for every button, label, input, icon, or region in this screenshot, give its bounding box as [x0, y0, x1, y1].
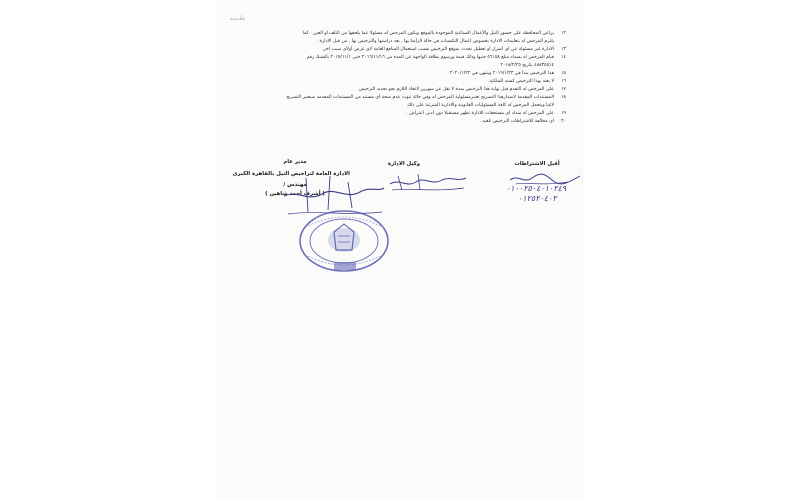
clause-row: [232, 78, 566, 85]
clause-number: ٢٠: [561, 118, 566, 124]
clause-text: على المرخص له التقدم قبل نهاية هذا الترخيص بمدة لا تقل عن شهرين لاتخاذ اللازم نحو تجديد الترخيص: [358, 86, 554, 92]
clause-row: [232, 102, 566, 109]
clause-number: ١٣: [561, 46, 566, 52]
clause-number: ١٨: [561, 94, 566, 100]
clause-number: ١٦: [561, 78, 566, 84]
document-page: [218, 0, 582, 500]
clause-number: ١٥: [561, 70, 566, 76]
clause-text: يلتزم المرخص له بتعليمات الادارة بخصوص أعمال التكسيات في حالة الزامنا بها , بعد دراستها والترخيص بها , من قبل الادارة .: [316, 38, 554, 44]
clause-text: أي مخالفة للاشتراطات الترخيص تلغيه .: [479, 118, 554, 124]
clause-text: المستندات المقدمة لاصدارهذا التصريح تعتبرمسئولية المرخص له وفي حالة ثبوت عدم صحة أي مستند من المستندات المقدمة سيعتبر التصريح: [286, 94, 554, 100]
clause-row: [232, 94, 566, 101]
director-title: مدير عام: [283, 159, 307, 165]
clause-row: [232, 110, 566, 117]
deputy-handwritten-signature: [388, 170, 468, 196]
clause-row: [232, 46, 566, 53]
clause-number: ١٩: [561, 110, 566, 116]
clause-row: [232, 62, 566, 69]
clause-text: يراعي المحافظة على جسور النيل والأعمال الصناعية الموجودة بالموقع ويكون المرخص له مسئولا عما يلحقها من التلف أو العين . كما: [302, 31, 554, 36]
acceptance-phone-number: ٠١٠٠٢٥٠٤٠١٠٢٤٩: [506, 184, 567, 193]
clause-row: [232, 38, 566, 45]
clause-text: هذا الترخيص يبدأ في ٢٠١٩/١/٢٣ وينتهي في ٢٠٢٠/١/٢٢: [449, 70, 554, 76]
acceptance-signature-block: [502, 160, 572, 169]
clause-row: [232, 30, 566, 37]
director-name: ( أشرف أحمد شاهين ): [265, 191, 325, 197]
clauses-list: [232, 30, 566, 126]
acceptance-title: أقبل الاشتراطات: [514, 161, 560, 167]
clause-number: ١٤: [561, 54, 566, 60]
clause-text: لا يعتد بهذا الترخيص كسند للملكية.: [488, 78, 554, 84]
clause-row: [232, 54, 566, 61]
clause-text: الادارة غير مسئولة عن أي أضرار او تعطيل تحدث بموقع الترخيص بسبب استعمال المنافع العامة لاى غرض أولأي سبب اخر.: [321, 46, 554, 52]
clause-number: ١٢: [561, 31, 566, 36]
corner-note: ﻂﺒﺳ: [230, 14, 245, 22]
clause-row: [232, 70, 566, 77]
clause-text: على المرخص له سداد أي مستحقات للادارة تظهر مستقبلا دون أدنى اعتراض .: [406, 110, 554, 116]
director-org: الادارة العامة لتراخيص النيل بالقاهرة الكبرى: [232, 171, 350, 177]
clause-row: [232, 118, 566, 125]
director-role: مهندس /: [283, 182, 307, 188]
clause-text: ٤٨٨٣٥٥١٤ بتاريخ ٢٠١٨/٢/٢٥: [500, 62, 554, 68]
deputy-signature-block: [344, 160, 464, 169]
official-stamp-seal: [294, 206, 394, 276]
clause-number: ١٧: [561, 86, 566, 92]
clause-row: [232, 86, 566, 93]
clause-text: لاغيا ويتحمل المرخص له كافة المسئوليات القانونية والادارية المترتبة على ذلك: [407, 102, 554, 108]
deputy-title: وكيل الادارة: [387, 161, 421, 167]
acceptance-phone-number-2: ٠١٢٥٢٠٤٠٢: [518, 194, 557, 203]
clause-text: قيام المرخص له بسداد مبلغ ٥٦١٥٨ جنيها وذلك قيمة ورسوم بطاقة الواجهة عن المدة من ٢٠١٦/١١/١٦ حتى ٢٠١٧/١١/١ بالشيك رقم: [306, 54, 554, 60]
